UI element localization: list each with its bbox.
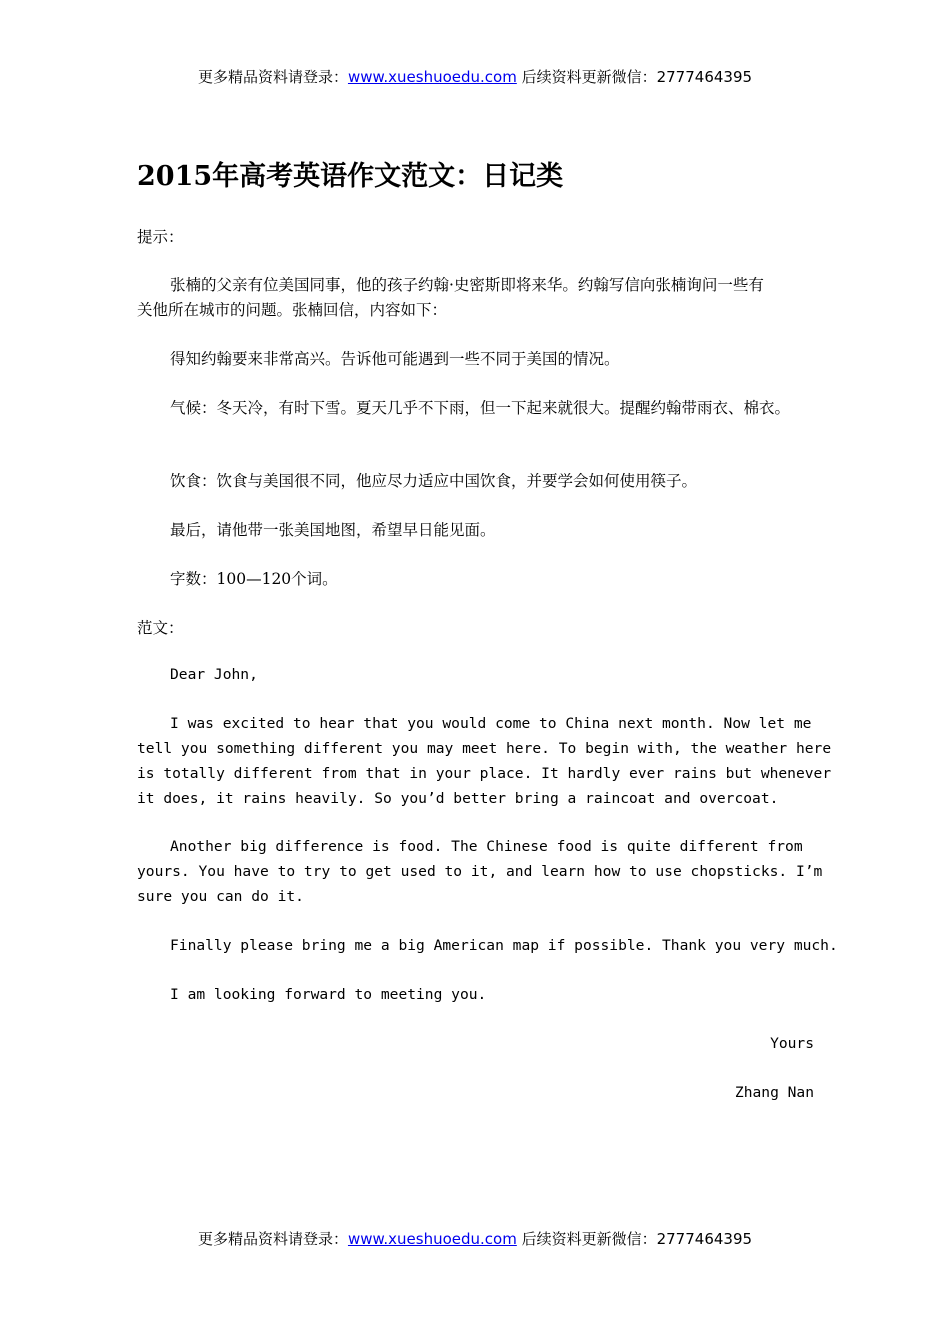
prompt-point-closing: 最后，请他带一张美国地图，希望早日能见面。 bbox=[170, 521, 496, 539]
prompt-point-food: 饮食：饮食与美国很不同，他应尽力适应中国饮食，并要学会如何使用筷子。 bbox=[170, 472, 698, 490]
prompt-label: 提示： bbox=[137, 228, 184, 246]
page-footer bbox=[0, 1228, 950, 1249]
header-website-link[interactable]: www.xueshuoedu.com bbox=[347, 68, 517, 86]
letter-p2-line-1: Another big difference is food. The Chinese food is quite different from bbox=[170, 838, 803, 855]
letter-p2-line-3: sure you can do it. bbox=[137, 888, 304, 905]
header-suffix: 后续资料更新微信：2777464395 bbox=[516, 68, 753, 86]
letter-p1-line-3: is totally different from that in your place. It hardly ever rains but whenever bbox=[137, 765, 832, 782]
letter-p4: I am looking forward to meeting you. bbox=[170, 986, 487, 1003]
letter-p2-line-2: yours. You have to try to get used to it, and learn how to use chopsticks. I’m bbox=[137, 863, 823, 880]
letter-p3: Finally please bring me a big American map if possible. Thank you very much. bbox=[170, 937, 838, 954]
letter-p1-line-1: I was excited to hear that you would come to China next month. Now let me bbox=[170, 715, 812, 732]
letter-p1-line-2: tell you something different you may meet here. To begin with, the weather here bbox=[137, 740, 832, 757]
sample-label: 范文： bbox=[137, 619, 184, 637]
footer-prefix: 更多精品资料请登录： bbox=[197, 1230, 348, 1248]
letter-closing: Yours bbox=[770, 1035, 814, 1052]
letter-signature: Zhang Nan bbox=[734, 1084, 814, 1101]
prompt-point-intro: 得知约翰要来非常高兴。告诉他可能遇到一些不同于美国的情况。 bbox=[170, 350, 620, 368]
page-header bbox=[0, 66, 950, 87]
letter-greeting: Dear John, bbox=[170, 666, 258, 683]
document-title: 2015年高考英语作文范文：日记类 bbox=[137, 161, 564, 192]
header-prefix: 更多精品资料请登录： bbox=[197, 68, 348, 86]
prompt-point-climate: 气候：冬天冷，有时下雪。夏天几乎不下雨，但一下起来就很大。提醒约翰带雨衣、棉衣。 bbox=[170, 399, 791, 417]
prompt-point-word-count: 字数：100—120个词。 bbox=[170, 570, 338, 588]
prompt-intro-line-2: 关他所在城市的问题。张楠回信，内容如下： bbox=[137, 301, 448, 319]
footer-website-link[interactable]: www.xueshuoedu.com bbox=[347, 1230, 517, 1248]
prompt-intro-line-1: 张楠的父亲有位美国同事，他的孩子约翰·史密斯即将来华。约翰写信向张楠询问一些有 bbox=[170, 276, 764, 294]
letter-p1-line-4: it does, it rains heavily. So you’d better bring a raincoat and overcoat. bbox=[137, 790, 779, 807]
footer-suffix: 后续资料更新微信：2777464395 bbox=[516, 1230, 753, 1248]
